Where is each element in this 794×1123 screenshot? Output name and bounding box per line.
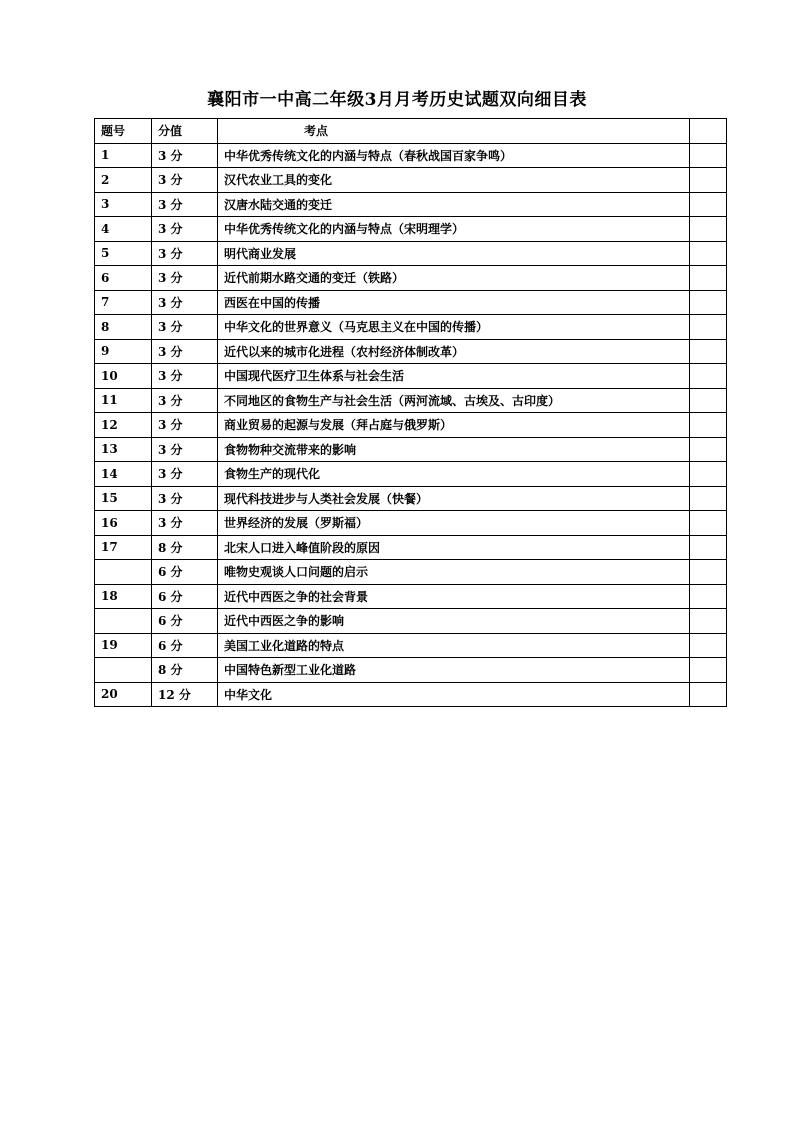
- cell-blank: [690, 658, 727, 683]
- cell-blank: [690, 609, 727, 634]
- cell-question-number: 8: [95, 315, 152, 340]
- cell-blank: [690, 584, 727, 609]
- cell-question-number: 3: [95, 192, 152, 217]
- table-row: [95, 658, 727, 683]
- cell-question-number: [95, 609, 152, 634]
- cell-score: 3 分: [152, 315, 218, 340]
- header-topic: 考点: [218, 119, 690, 144]
- cell-topic: 西医在中国的传播: [218, 290, 690, 315]
- cell-blank: [690, 560, 727, 585]
- cell-question-number: 18: [95, 584, 152, 609]
- table-row: [95, 462, 727, 487]
- cell-question-number: 6: [95, 266, 152, 291]
- table-header-row: [95, 119, 727, 144]
- cell-topic: 中华文化: [218, 682, 690, 707]
- cell-topic: 近代中西医之争的影响: [218, 609, 690, 634]
- cell-score: 3 分: [152, 511, 218, 536]
- cell-topic: 汉唐水陆交通的变迁: [218, 192, 690, 217]
- cell-question-number: 7: [95, 290, 152, 315]
- cell-topic: 近代以来的城市化进程（农村经济体制改革）: [218, 339, 690, 364]
- table-row: [95, 511, 727, 536]
- cell-topic: 中华优秀传统文化的内涵与特点（春秋战国百家争鸣）: [218, 143, 690, 168]
- cell-score: 3 分: [152, 241, 218, 266]
- cell-score: 3 分: [152, 413, 218, 438]
- cell-topic: 不同地区的食物生产与社会生活（两河流域、古埃及、古印度）: [218, 388, 690, 413]
- cell-blank: [690, 168, 727, 193]
- cell-topic: 中国特色新型工业化道路: [218, 658, 690, 683]
- cell-blank: [690, 241, 727, 266]
- table-row: [95, 290, 727, 315]
- cell-question-number: [95, 658, 152, 683]
- cell-topic: 世界经济的发展（罗斯福）: [218, 511, 690, 536]
- cell-score: 3 分: [152, 192, 218, 217]
- cell-blank: [690, 192, 727, 217]
- cell-topic: 汉代农业工具的变化: [218, 168, 690, 193]
- cell-topic: 食物物种交流带来的影响: [218, 437, 690, 462]
- cell-score: 3 分: [152, 364, 218, 389]
- cell-score: 8 分: [152, 535, 218, 560]
- page-title: 襄阳市一中高二年级3月月考历史试题双向细目表: [207, 90, 587, 110]
- cell-topic: 明代商业发展: [218, 241, 690, 266]
- cell-topic: 商业贸易的起源与发展（拜占庭与俄罗斯）: [218, 413, 690, 438]
- cell-question-number: 15: [95, 486, 152, 511]
- table-row: [95, 584, 727, 609]
- cell-topic: 食物生产的现代化: [218, 462, 690, 487]
- table-row: [95, 168, 727, 193]
- cell-question-number: 16: [95, 511, 152, 536]
- table-row: [95, 266, 727, 291]
- cell-blank: [690, 633, 727, 658]
- cell-blank: [690, 217, 727, 242]
- table-row: [95, 437, 727, 462]
- cell-score: 12 分: [152, 682, 218, 707]
- cell-topic: 北宋人口进入峰值阶段的原因: [218, 535, 690, 560]
- specification-table: [94, 118, 727, 707]
- cell-score: 3 分: [152, 437, 218, 462]
- cell-question-number: 10: [95, 364, 152, 389]
- cell-question-number: 14: [95, 462, 152, 487]
- cell-question-number: 12: [95, 413, 152, 438]
- cell-question-number: 9: [95, 339, 152, 364]
- table-row: [95, 143, 727, 168]
- cell-topic: 美国工业化道路的特点: [218, 633, 690, 658]
- cell-topic: 中华文化的世界意义（马克思主义在中国的传播）: [218, 315, 690, 340]
- cell-score: 3 分: [152, 486, 218, 511]
- cell-blank: [690, 535, 727, 560]
- cell-blank: [690, 364, 727, 389]
- cell-score: 3 分: [152, 462, 218, 487]
- cell-score: 3 分: [152, 290, 218, 315]
- table-row: [95, 339, 727, 364]
- cell-score: 6 分: [152, 609, 218, 634]
- cell-blank: [690, 388, 727, 413]
- cell-topic: 中国现代医疗卫生体系与社会生活: [218, 364, 690, 389]
- table-row: [95, 413, 727, 438]
- cell-score: 3 分: [152, 217, 218, 242]
- cell-question-number: 4: [95, 217, 152, 242]
- table-row: [95, 682, 727, 707]
- cell-blank: [690, 143, 727, 168]
- cell-score: 3 分: [152, 266, 218, 291]
- cell-blank: [690, 682, 727, 707]
- cell-blank: [690, 413, 727, 438]
- cell-question-number: 2: [95, 168, 152, 193]
- cell-question-number: 13: [95, 437, 152, 462]
- cell-topic: 唯物史观谈人口问题的启示: [218, 560, 690, 585]
- cell-question-number: 20: [95, 682, 152, 707]
- cell-question-number: 17: [95, 535, 152, 560]
- cell-topic: 现代科技进步与人类社会发展（快餐）: [218, 486, 690, 511]
- cell-score: 3 分: [152, 339, 218, 364]
- table-row: [95, 535, 727, 560]
- cell-question-number: 5: [95, 241, 152, 266]
- table-row: [95, 315, 727, 340]
- cell-blank: [690, 437, 727, 462]
- cell-blank: [690, 266, 727, 291]
- table-row: [95, 192, 727, 217]
- cell-score: 3 分: [152, 143, 218, 168]
- header-question-number: 题号: [95, 119, 152, 144]
- table-row: [95, 486, 727, 511]
- header-score: 分值: [152, 119, 218, 144]
- cell-blank: [690, 290, 727, 315]
- cell-score: 3 分: [152, 168, 218, 193]
- cell-score: 3 分: [152, 388, 218, 413]
- cell-question-number: 11: [95, 388, 152, 413]
- cell-question-number: [95, 560, 152, 585]
- table-row: [95, 388, 727, 413]
- cell-topic: 近代前期水路交通的变迁（铁路）: [218, 266, 690, 291]
- cell-score: 6 分: [152, 633, 218, 658]
- cell-topic: 中华优秀传统文化的内涵与特点（宋明理学）: [218, 217, 690, 242]
- table-row: [95, 241, 727, 266]
- cell-score: 6 分: [152, 584, 218, 609]
- cell-score: 8 分: [152, 658, 218, 683]
- table-row: [95, 609, 727, 634]
- cell-blank: [690, 511, 727, 536]
- cell-blank: [690, 315, 727, 340]
- table-row: [95, 560, 727, 585]
- cell-topic: 近代中西医之争的社会背景: [218, 584, 690, 609]
- cell-score: 6 分: [152, 560, 218, 585]
- cell-blank: [690, 486, 727, 511]
- cell-question-number: 19: [95, 633, 152, 658]
- cell-question-number: 1: [95, 143, 152, 168]
- header-blank: [690, 119, 727, 144]
- table-body: [95, 143, 727, 707]
- table-row: [95, 364, 727, 389]
- table-row: [95, 633, 727, 658]
- cell-blank: [690, 339, 727, 364]
- table-row: [95, 217, 727, 242]
- cell-blank: [690, 462, 727, 487]
